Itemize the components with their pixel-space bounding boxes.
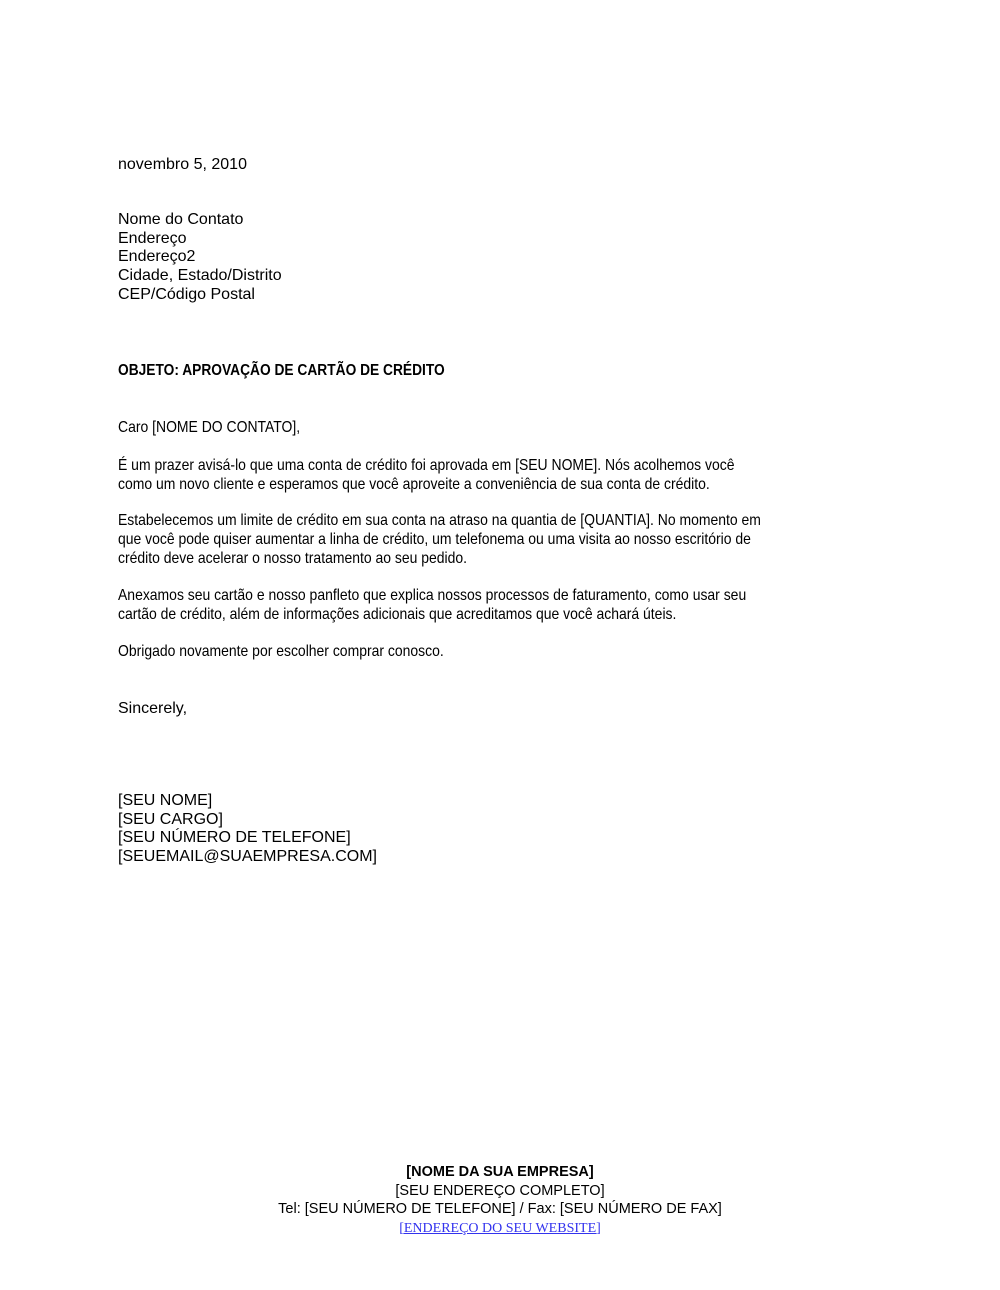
paragraph-line: É um prazer avisá-lo que uma conta de crédito foi aprovada em [SEU NOME]. Nós acolhemos você bbox=[118, 457, 735, 474]
letter-subject: OBJETO: APROVAÇÃO DE CARTÃO DE CRÉDITO bbox=[118, 362, 445, 379]
letter-closing: Sincerely, bbox=[118, 700, 188, 717]
signature-name: [SEU NOME] bbox=[118, 792, 213, 809]
paragraph-line: que você pode quiser aumentar a linha de crédito, um telefonema ou uma visita ao nosso escritório de bbox=[118, 531, 751, 548]
signature-email: [SEUEMAIL@SUAEMPRESA.COM] bbox=[118, 848, 377, 866]
recipient-address-line-2: Endereço2 bbox=[118, 248, 196, 266]
signature-phone: [SEU NÚMERO DE TELEFONE] bbox=[118, 829, 351, 847]
recipient-name: Nome do Contato bbox=[118, 211, 244, 228]
paragraph-line: Estabelecemos um limite de crédito em sua conta na atraso na quantia de [QUANTIA]. No momento em bbox=[118, 512, 761, 529]
body-paragraph-1 bbox=[118, 456, 735, 494]
body-paragraph-4 bbox=[118, 642, 444, 661]
signature-block bbox=[118, 792, 377, 867]
recipient-city-state: Cidade, Estado/Distrito bbox=[118, 267, 282, 285]
body-paragraph-2 bbox=[118, 511, 761, 568]
paragraph-line: cartão de crédito, além de informações adicionais que acreditamos que você achará úteis. bbox=[118, 606, 677, 623]
recipient-address-block bbox=[118, 211, 282, 304]
footer-website-link[interactable]: [ENDEREÇO DO SEU WEBSITE] bbox=[399, 1220, 601, 1236]
body-paragraph-3 bbox=[118, 586, 746, 624]
letter-salutation: Caro [NOME DO CONTATO], bbox=[118, 419, 301, 436]
footer-company-name: [NOME DA SUA EMPRESA] bbox=[406, 1164, 594, 1180]
signature-title: [SEU CARGO] bbox=[118, 810, 223, 828]
paragraph-line: crédito deve acelerar o nosso tratamento ao seu pedido. bbox=[118, 550, 468, 567]
letter-footer bbox=[0, 1163, 1000, 1237]
recipient-postal-code: CEP/Código Postal bbox=[118, 285, 255, 303]
letter-date: novembro 5, 2010 bbox=[118, 156, 247, 173]
footer-contact: Tel: [SEU NÚMERO DE TELEFONE] / Fax: [SEU NÚMERO DE FAX] bbox=[278, 1201, 722, 1217]
paragraph-line: Anexamos seu cartão e nosso panfleto que explica nossos processos de faturamento, como usar seu bbox=[118, 587, 747, 604]
footer-address: [SEU ENDEREÇO COMPLETO] bbox=[395, 1182, 605, 1199]
paragraph-line: Obrigado novamente por escolher comprar conosco. bbox=[118, 643, 444, 660]
recipient-address-line-1: Endereço bbox=[118, 229, 187, 247]
paragraph-line: como um novo cliente e esperamos que você aproveite a conveniência de sua conta de crédito. bbox=[118, 476, 710, 493]
